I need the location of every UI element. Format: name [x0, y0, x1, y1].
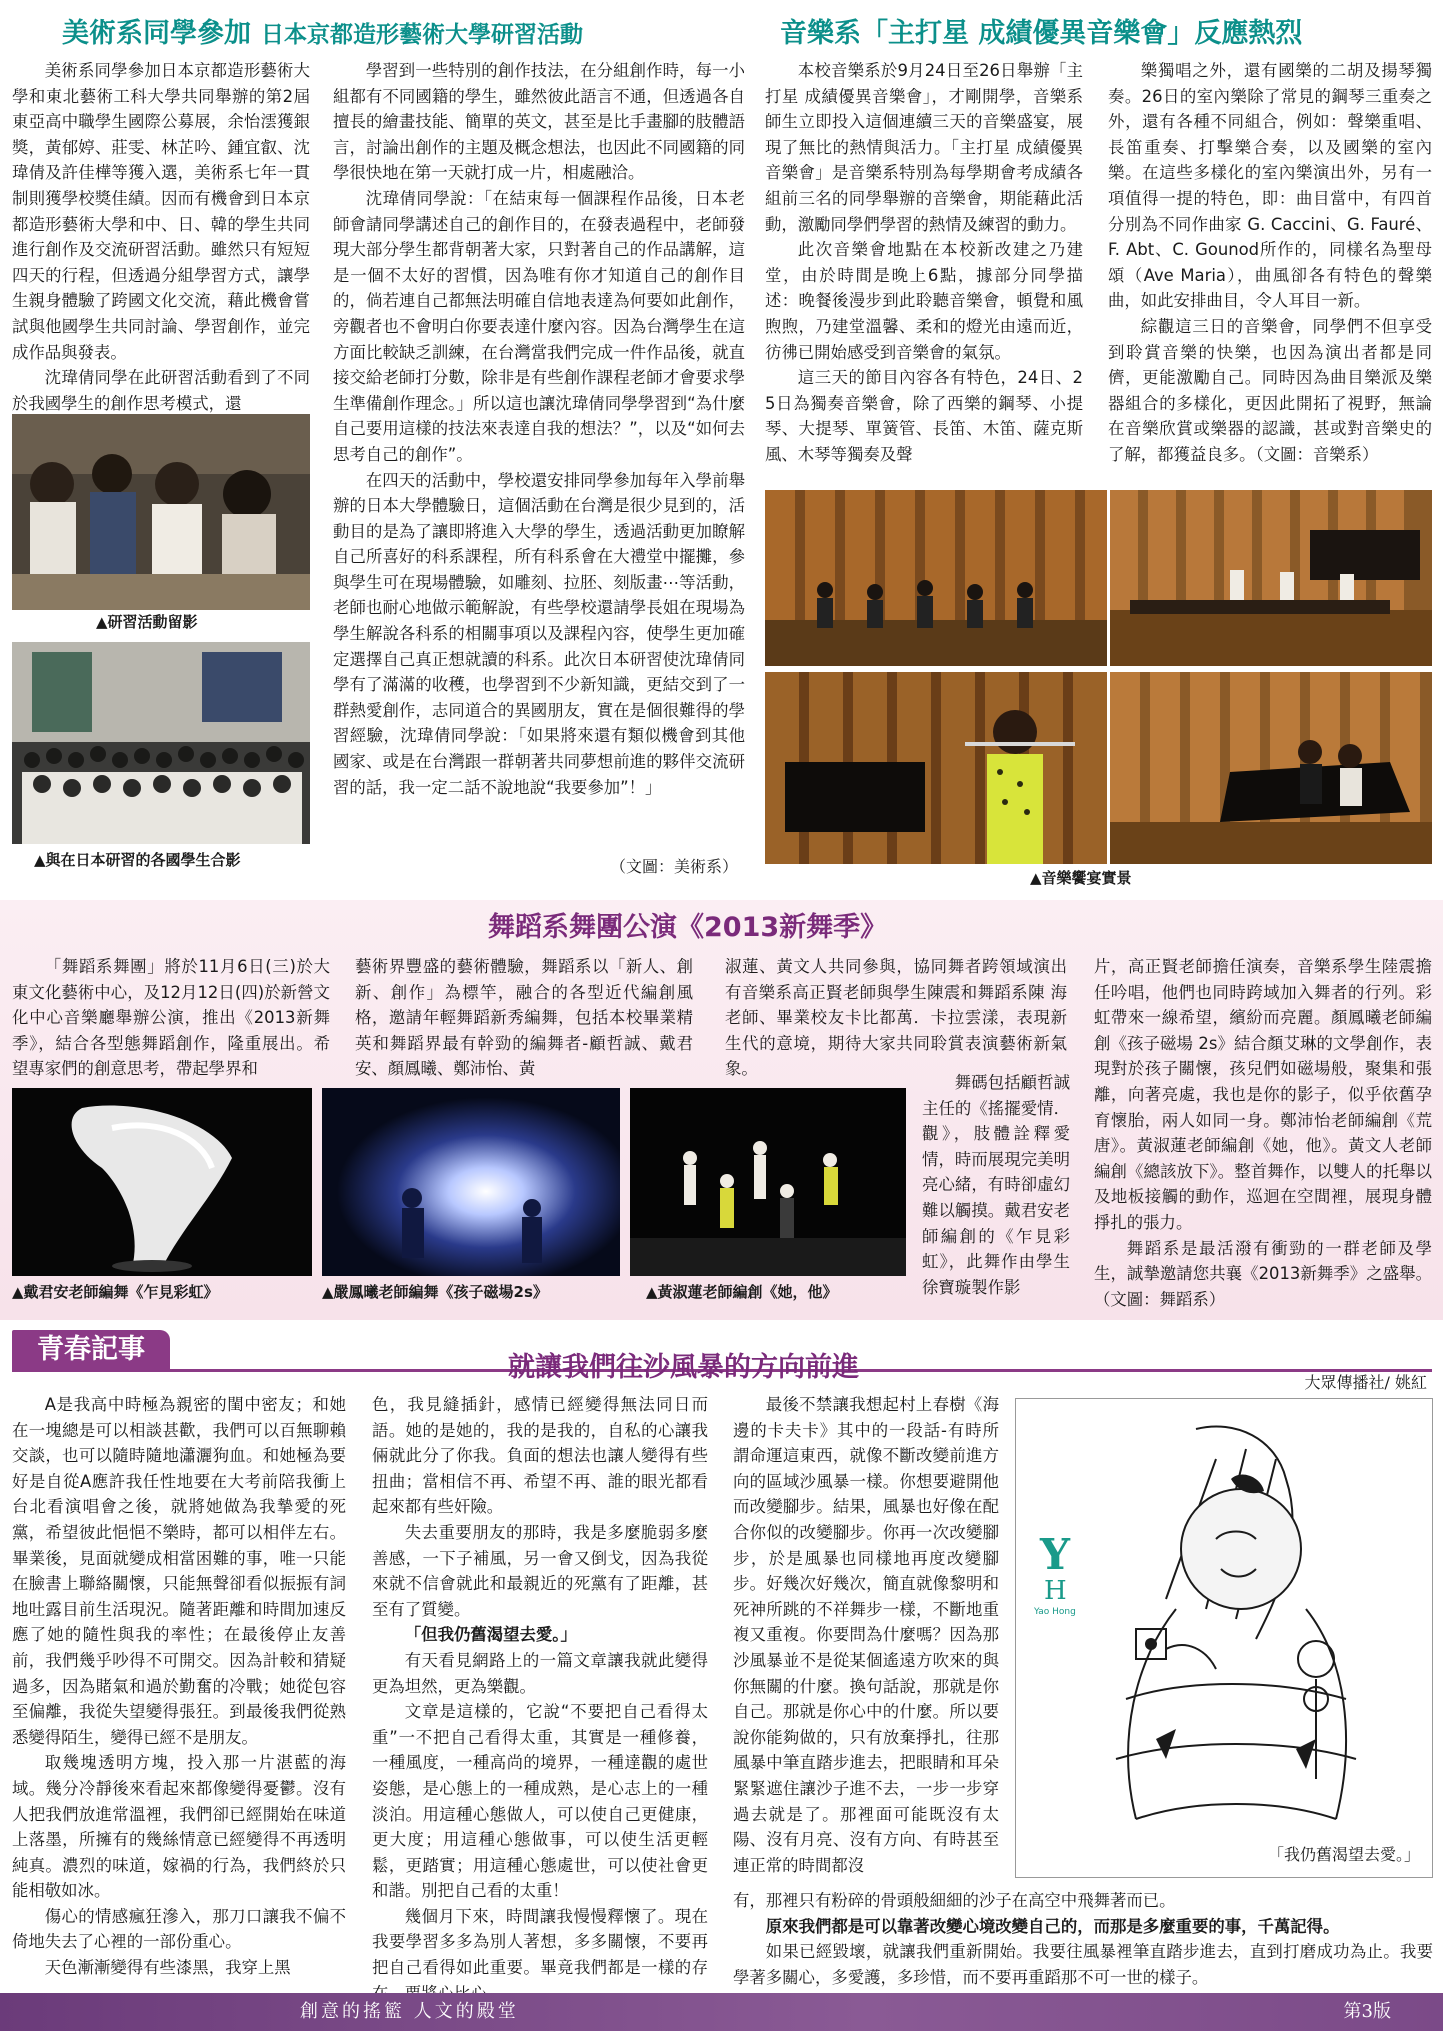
- dance-column-3-bottom: [922, 1070, 1070, 1310]
- dance-paragraph: 淑蓮、黃文人共同參與，協同舞者跨領域演出有音樂系高正賢老師與學生陳震和舞蹈系陳 海老師、畢業校友卡比都萬．卡拉雲漾，表現新生代的意境，期待大家共同聆賞表演藝術新氣象。: [725, 957, 1067, 1079]
- dance-column-3-top: [725, 954, 1067, 1079]
- youth-column-1: [12, 1392, 346, 1988]
- dance-caption-1: ▲ 戴君安老師編舞《乍見彩虹》: [12, 1282, 219, 1302]
- art-paragraph: 沈瑋倩同學說：「在結束每一個課程作品後，日本老師會請同學講述自己的創作目的，在發表過程中，老師發現大部分學生都背朝著大家，只對著自己的作品講解，這是一個不太好的習慣，因為唯有你才知道自己的創作目的，倘若連自己都無法明確自信地表達為何要如此創作，旁觀者也不會明白你要表達什麼內容。因為台灣學生在這方面比較缺乏訓練，在台灣當我們完成一件作品後，就直接交給老師打分數，除非是有些創作課程老師才會要求學生準備創作理念。」所以這也讓沈瑋倩同學學習到“為什麼自己要用這樣的技法來表達自我的想法？”，以及“如何去思考自己的創作”。: [333, 188, 745, 464]
- dance-paragraph: 舞碼包括顧哲誠主任的《搖擺愛情．觀》，肢體詮釋愛情，時而展現完美明亮心緒，有時卻虛幻難以觸摸。戴君安老師編創的《乍見彩虹》，此舞作由學生徐寶璇製作影: [922, 1073, 1070, 1297]
- dance-paragraph: 「舞蹈系舞團」將於11月6日(三)於大東文化藝術中心，及12月12日(四)於新營文化中心音樂廳舉辦公演，推出《2013新舞季》，結合各型態舞蹈創作，隆重展出。希望專家們的創意思考，帶起學界和: [12, 957, 330, 1079]
- art-section-title: [62, 16, 583, 53]
- dance-caption-2: ▲ 嚴鳳曦老師編舞《孩子磁場2s》: [322, 1282, 548, 1302]
- dance-paragraph: 藝術界豐盛的藝術體驗，舞蹈系以「新人、創新、創作」為標竿，融合的各型近代編創風格，邀請年輕舞蹈新秀編舞，包括本校畢業精英和舞蹈界最有幹勁的編舞者-顧哲誠、戴君安、顏鳳曦、鄭沛怡、黃: [355, 957, 693, 1079]
- youth-paragraph: 最後不禁讓我想起村上春樹《海邊的卡夫卡》其中的一段話-有時所謂命運這東西，就像不斷改變前進方向的區域沙風暴一樣。你想要避開他而改變腳步。結果，風暴也好像在配合你似的改變腳步。你再一次改變腳步，於是風暴也同樣地再度改變腳步。好幾次好幾次，簡直就像黎明和死神所跳的不祥舞步一樣，不斷地重複又重複。你要問為什麼嗎？因為那沙風暴並不是從某個遙遠方吹來的與你無關的什麼。換句話說，那就是你自己。那就是你心中的什麼。所以要說你能夠做的，只有放棄掙扎，往那風暴中筆直踏步進去，把眼睛和耳朵緊緊遮住讓沙子進不去，一步一步穿過去就是了。那裡面可能既沒有太陽、沒有月亮、沒有方向、有時甚至連正常的時間都沒: [733, 1395, 999, 1875]
- youth-paragraph: 天色漸漸變得有些漆黑，我穿上黑: [44, 1958, 291, 1978]
- art-caption-2: ▲ 與在日本研習的各國學生合影: [34, 850, 241, 870]
- art-photo-workshop: [12, 414, 310, 610]
- youth-paragraph: 取幾塊透明方塊，投入那一片湛藍的海域。幾分冷靜後來看起來都像變得憂鬱。沒有人把我們放進常溫裡，我們卻已經開始在味道上落墨，所擁有的幾絲情意已經變得不再透明純真。濃烈的味道，嫁禍的行為，我們終於只能相敬如冰。: [12, 1753, 346, 1901]
- illustration-quote: 「我仍舊渴望去愛。」: [1267, 1845, 1420, 1864]
- dance-photo-she-he: [630, 1088, 906, 1276]
- music-paragraph: 此次音樂會地點在本校新改建之乃建堂，由於時間是晚上6點，據部分同學描述：晚餐後漫步到此聆聽音樂會，頓覺和風煦煦，乃建堂溫馨、柔和的燈光由遠而近，彷彿已開始感受到音樂會的氣氛。: [765, 240, 1083, 362]
- page-footer: [0, 1993, 1443, 2031]
- youth-section-tag: 青春記事: [12, 1330, 170, 1370]
- art-paragraph: 沈瑋倩同學在此研習活動看到了不同於我國學生的創作思考模式，還: [12, 368, 310, 413]
- music-paragraph: 本校音樂系於9月24日至26日舉辦「主打星 成績優異音樂會」，才剛開學，音樂系師生立即投入這個連續三天的音樂盛宴，展現了無比的熱情與活力。「主打星 成績優異音樂會」是音樂系特別為每學期會考成績各組前三名的同學舉辦的音樂會，期能藉此活動，激勵同學們學習的熱情及練習的動力。: [765, 61, 1083, 234]
- youth-paragraph: 有，那裡只有粉碎的骨頭般細細的沙子在高空中飛舞著而已。: [733, 1891, 1176, 1910]
- art-column-2: [333, 58, 745, 848]
- music-paragraph: 樂獨唱之外，還有國樂的二胡及揚琴獨奏。26日的室內樂除了常見的鋼琴三重奏之外，還有各種不同組合，例如：聲樂重唱、長笛重奏、打擊樂合奏，以及國樂的室內樂。在這些多樣化的室內樂演出外，另有一項值得一提的特色，即：曲目當中，有四首分別為不同作曲家 G. Caccini、G. Fauré、F. Abt、C. Gounod所作的，同樣名為聖母頌（Ave Maria），曲風卻各有特色的聲樂曲，如此安排曲目，令人耳目一新。: [1108, 61, 1432, 311]
- youth-paragraph: 傷心的情感瘋狂滲入，那刀口讓我不偏不倚地失去了心裡的一部份重心。: [12, 1906, 346, 1952]
- dance-photo-magnetic: [322, 1088, 620, 1276]
- music-column-2: [1108, 58, 1432, 486]
- dance-column-2: [355, 954, 693, 1084]
- dance-paragraph: 片，高正賢老師擔任演奏，音樂系學生陸震擔任吟唱，他們也同時跨域加入舞者的行列。彩虹帶來一線希望，繽紛而亮麗。顏鳳曦老師編創《孩子磁場 2s》結合顏艾琳的文學創作，表現對於孩子關懷，孩兒們如磁場般，聚集和張離，向著亮處，我也是你的影子，似乎依舊孕育懷胎，兩人如同一身。鄭沛怡老師編創《荒唐》。黃淑蓮老師編創《她，他》。黃文人老師編創《總該放下》。整首舞作，以雙人的托舉以及地板接觸的動作，巡迴在空間裡，展現身體掙扎的張力。: [1094, 957, 1432, 1232]
- youth-column-2: [372, 1392, 708, 1988]
- art-title-sub: 日本京都造形藝術大學研習活動: [261, 22, 583, 48]
- music-caption: ▲ 音樂饗宴實景: [1030, 868, 1132, 888]
- youth-paragraph: 如果已經毀壞，就讓我們重新開始。我要往風暴裡筆直踏步進去，直到打磨成功為止。我要學著多關心，多愛護，多珍惜，而不要再重蹈那不可一世的樣子。: [733, 1942, 1433, 1987]
- art-paragraph: 學習到一些特別的創作技法，在分組創作時，每一小組都有不同國籍的學生，雖然彼此語言不通，但透過各自擅長的繪畫技能、簡單的英文，甚至是比手畫腳的肢體語言，討論出創作的主題及概念想法，也因此不同國籍的同學很快地在第一天就打成一片，相處融洽。: [333, 61, 745, 183]
- youth-paragraph: 文章是這樣的，它說“不要把自己看得太重”一不把自己看得太重，其實是一種修養，一種風度，一種高尚的境界，一種達觀的處世姿態，是心態上的一種成熟，是心志上的一種淡泊。用這種心態做人，可以使自己更健康，更大度；用這種心態做事，可以使生活更輕鬆，更踏實；用這種心態處世，可以使社會更和諧。別把自己看的太重！: [372, 1702, 708, 1901]
- youth-paragraph: 「但我仍舊渴望去愛。」: [404, 1625, 577, 1645]
- dance-photo-rainbow: [12, 1088, 312, 1276]
- footer-slogan: 創意的搖籃 人文的殿堂: [300, 2001, 519, 2022]
- music-photo-piano-duo: [1110, 672, 1432, 864]
- dance-caption-3: ▲ 黃淑蓮老師編創《她，他》: [646, 1282, 838, 1302]
- music-photo-ensemble: [765, 490, 1107, 666]
- art-paragraph: 在四天的活動中，學校還安排同學參加每年入學前舉辦的日本大學體驗日，這個活動在台灣是很少見到的，活動目的是為了讓即將進入大學的學生，透過活動更加瞭解自己所喜好的科系課程，所有科系會在大禮堂中擺攤，參與學生可在現場體驗，如雕刻、拉胚、刻版畫⋯等活動，老師也耐心地做示範解說，有些學校還請學長姐在現場為學生解說各科系的相關事項以及課程內容，使學生更加確定選擇自己真正想就讀的科系。此次日本研習使沈瑋倩同學有了滿滿的收穫，也學習到不少新知識，更結交到了一群熱愛創作，志同道合的異國朋友，實在是個很難得的學習經驗，沈瑋倩同學說：「如果將來還有類似機會到其他國家、或是在台灣跟一群朝著共同夢想前進的夥伴交流研習的話，我一定二話不說地說“我要參加”！」: [333, 470, 745, 797]
- music-section-title: 音樂系「主打星 成績優異音樂會」反應熱烈: [780, 18, 1303, 49]
- dance-paragraph: 舞蹈系是最活潑有衝勁的一群老師及學生，誠摯邀請您共襄《2013新舞季》之盛舉。（文圖：舞蹈系）: [1094, 1238, 1432, 1309]
- art-caption-1: ▲ 研習活動留影: [96, 612, 198, 632]
- youth-paragraph: 失去重要朋友的那時，我是多麼脆弱多麼善感，一下子補風，另一會又倒戈，因為我從來就不信會就此和最親近的死黨有了距離，甚至有了質變。: [372, 1522, 708, 1619]
- youth-paragraph: 有天看見網路上的一篇文章讓我就此變得更為坦然，更為樂觀。: [372, 1650, 708, 1696]
- youth-column-3-wide: [733, 1888, 1433, 1990]
- music-paragraph: 綜觀這三日的音樂會，同學們不但享受到聆賞音樂的快樂，也因為演出者都是同儕，更能激勵自己。同時因為曲目樂派及樂器組合的多樣化，更因此開拓了視野，無論在音樂欣賞或樂器的認識，甚或對音樂史的了解，都獲益良多。（文圖：音樂系）: [1108, 316, 1432, 464]
- music-photo-percussion: [1110, 490, 1432, 666]
- svg-text:Y: Y: [1040, 1530, 1070, 1579]
- music-paragraph: 這三天的節目內容各有特色，24日、25日為獨奏音樂會，除了西樂的鋼琴、小提琴、大提琴、單簧管、長笛、木笛、薩克斯風、木琴等獨奏及聲: [765, 368, 1083, 464]
- dance-section-title: 舞蹈系舞團公演《2013新舞季》: [488, 912, 888, 943]
- illustration-signature: Yao Hong: [1034, 1607, 1076, 1617]
- youth-paragraph: A是我高中時極為親密的閨中密友；和她在一塊總是可以相談甚歡，我們可以百無聊賴交談，也可以隨時隨地瀟灑狗血。和她極為要好是自從A應許我任性地要在大考前陪我衝上台北看演唱會之後，就將她做為我摯愛的死黨，希望彼此悒悒不樂時，都可以相伴左右。畢業後，見面就變成相當困難的事，唯一只能在臉書上聯絡關懷，只能無聲卻看似振振有詞地吐露目前生活現況。隨著距離和時間加速反應了她的隨性與我的率性；在最後停止友善前，我們幾乎吵得不可開交。因為計較和猜疑過多，因為賭氣和過於勤奮的冷戰；她從包容至偏離，我從失望變得張狂。到最後我們從熟悉變得陌生，變得已經不是朋友。: [12, 1395, 346, 1747]
- dance-column-4: [1094, 954, 1432, 1310]
- page-number: 第3版: [1343, 2001, 1391, 2022]
- art-credit: （文圖：美術系）: [610, 857, 739, 876]
- youth-paragraph: 幾個月下來，時間讓我慢慢釋懷了。現在我要學習多多為別人著想，多多關懷，不要再把自己看得如此重要。畢竟我們都是一樣的存: [372, 1906, 708, 1978]
- youth-paragraph: 色，我見縫插針，感情已經變得無法同日而語。她的是她的，我的是我的，自私的心讓我倆就此分了你我。負面的想法也讓人變得有些扭曲；當相信不再、希望不再、誰的眼光都看起來都有些奸險。: [372, 1395, 708, 1517]
- music-photo-flute: [765, 672, 1107, 864]
- youth-column-3: [733, 1392, 999, 1888]
- youth-article-title: 就讓我們往沙風暴的方向前進: [508, 1352, 859, 1383]
- youth-byline: 大眾傳播社/ 姚紅: [1304, 1373, 1427, 1392]
- youth-illustration: [1015, 1398, 1433, 1878]
- art-title-main: 美術系同學參加: [62, 18, 251, 49]
- art-paragraph: 美術系同學參加日本京都造形藝術大學和東北藝術工科大學共同舉辦的第2屆東亞高中職學生國際公募展，余怡澐獲銀獎，黃郁婷、莊雯、林芷吟、鍾宜叡、沈瑋倩及許佳樺等獲入選，美術系七年一貫制則獲學校獎佳績。因而有機會到日本京都造形藝術大學和中、日、韓的學生共同進行創作及交流研習活動。雖然只有短短四天的行程，但透過分組學習方式，讓學生親身體驗了跨國文化交流，藉此機會嘗試與他國學生共同討論、學習創作，並完成作品與發表。: [12, 61, 310, 362]
- youth-paragraph: 原來我們都是可以靠著改變心境改變自己的，而那是多麼重要的事，千萬記得。: [765, 1916, 1340, 1936]
- art-column-1: [12, 58, 310, 413]
- svg-text:H: H: [1044, 1576, 1067, 1606]
- dance-column-1: [12, 954, 330, 1084]
- music-column-1: [765, 58, 1083, 486]
- art-photo-group: [12, 642, 310, 844]
